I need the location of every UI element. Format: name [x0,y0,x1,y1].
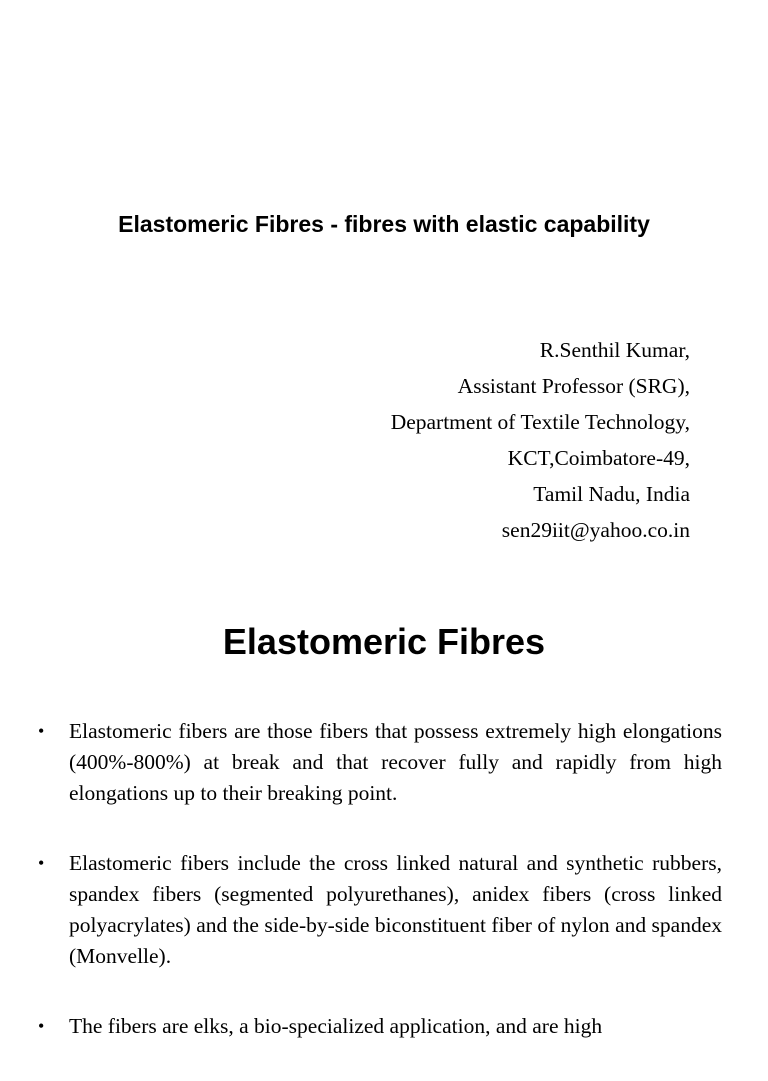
author-location: Tamil Nadu, India [533,482,690,506]
author-email: sen29iit@yahoo.co.in [501,518,690,542]
bullet-icon: • [38,1016,45,1036]
slide-heading: Elastomeric Fibres [222,621,546,662]
list-item [38,716,722,809]
author-name: R.Senthil Kumar, [539,338,690,362]
author-institution: KCT,Coimbatore-49, [507,446,690,470]
author-department: Department of Textile Technology, [390,410,690,434]
list-item [38,848,722,972]
bullet-text: Elastomeric fibers are those fibers that possess extremely high elongations (400%-800%) at break and that recover fully and rapidly from high elongations up to their breaking point. [69,719,722,805]
bullet-icon: • [38,853,45,873]
bullet-icon: • [38,721,45,741]
author-info [391,332,690,548]
slide-title-heading: Elastomeric Fibres - fibres with elastic capability [118,211,650,237]
slide-elastomeric-fibres [0,576,768,1038]
bullet-list [38,716,722,1081]
bullet-text: Elastomeric fibers include the cross linked natural and synthetic rubbers, spandex fibers (segmented polyurethanes), anidex fibers (cross linked polyacrylates) and the side-by-side biconstituent fiber of nylon and spandex (Monvelle). [69,851,722,968]
author-designation: Assistant Professor (SRG), [457,374,690,398]
bullet-text: The fibers are elks, a bio-specialized application, and are high [69,1014,603,1038]
list-item [38,1011,722,1042]
